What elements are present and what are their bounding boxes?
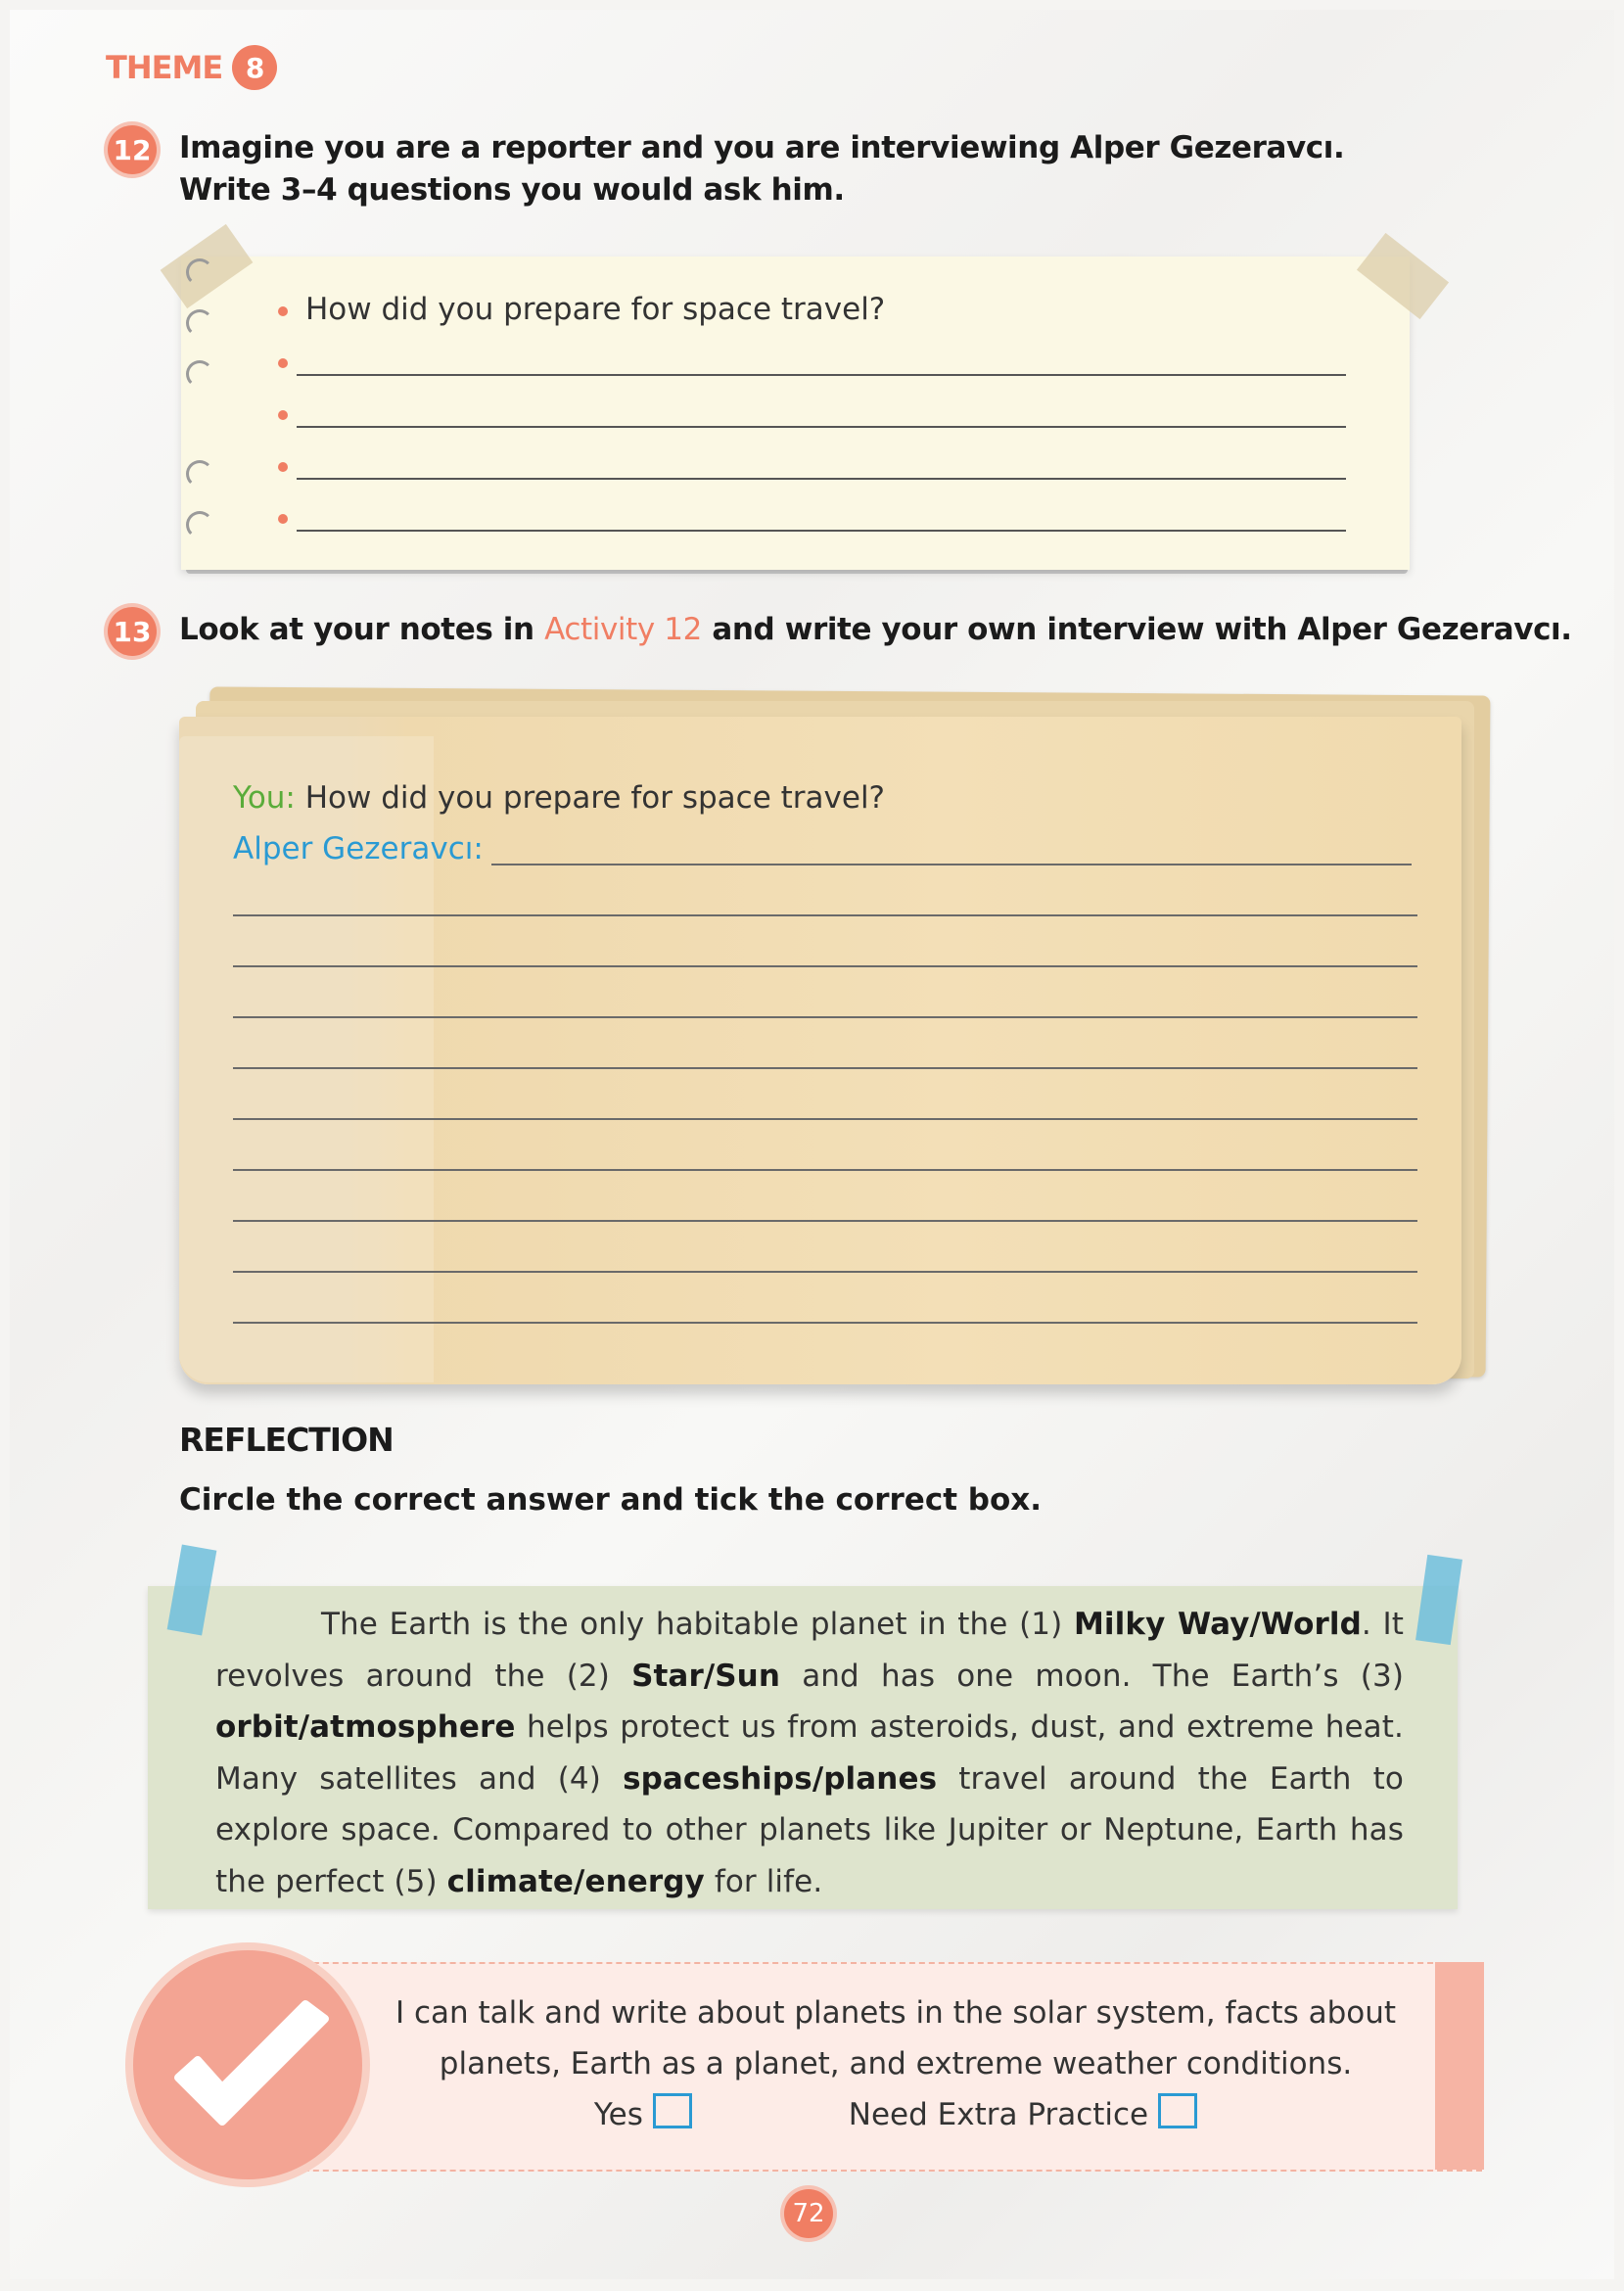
paragraph-text: The Earth is the only habitable planet in the (1) <box>321 1607 1074 1642</box>
writing-line-4[interactable] <box>233 1016 1417 1018</box>
ring-hole <box>186 360 213 388</box>
paragraph-text: for life. <box>704 1863 823 1899</box>
yes-checkbox[interactable] <box>653 2093 692 2128</box>
option-yes <box>594 2089 692 2140</box>
practice-checkbox[interactable] <box>1158 2093 1197 2128</box>
yes-label: Yes <box>593 2097 643 2132</box>
choice-5[interactable]: climate/energy <box>446 1863 705 1899</box>
ring-hole <box>186 511 213 538</box>
answer-line-2[interactable] <box>297 426 1346 428</box>
activity-13-number: 13 <box>108 607 157 656</box>
reflection-instruction: Circle the correct answer and tick the correct box. <box>179 1482 1043 1518</box>
paragraph-text: travel around the Earth to explore space. Compared to other planets like Jupiter or Neptune, Earth has the perfect (5) <box>215 1760 1404 1899</box>
practice-label: Need Extra Practice <box>848 2097 1149 2132</box>
you-question: How did you prepare for space travel? <box>304 780 886 816</box>
self-assessment-line1: I can talk and write about planets in the solar system, facts about <box>394 1995 1397 2031</box>
self-assessment-text <box>382 1987 1410 2140</box>
answer-line-4[interactable] <box>297 530 1346 532</box>
bullet-dot <box>278 462 288 472</box>
example-question: How did you prepare for space travel? <box>305 292 886 327</box>
writing-line-1[interactable] <box>491 864 1412 865</box>
bullet-dot <box>278 410 288 420</box>
theme-label: THEME <box>106 49 223 86</box>
writing-line-9[interactable] <box>233 1271 1417 1273</box>
writing-line-6[interactable] <box>233 1118 1417 1120</box>
writing-line-2[interactable] <box>233 914 1417 916</box>
bullet-dot <box>278 358 288 368</box>
writing-line-10[interactable] <box>233 1322 1417 1324</box>
writing-line-5[interactable] <box>233 1067 1417 1069</box>
self-assessment-strip <box>1435 1962 1484 2170</box>
self-assessment-line2: planets, Earth as a planet, and extreme weather conditions. <box>439 2046 1353 2081</box>
choice-4[interactable]: spaceships/planes <box>623 1760 938 1797</box>
activity-12-instruction <box>179 127 1344 211</box>
answer-line-3[interactable] <box>297 478 1346 480</box>
ring-hole <box>186 258 213 286</box>
page-number: 72 <box>784 2189 833 2238</box>
activity-12-instruction-line2: Write 3–4 questions you would ask him. <box>179 172 845 208</box>
theme-header <box>106 45 277 90</box>
writing-line-3[interactable] <box>233 965 1417 967</box>
activity-13-instruction-before: Look at your notes in <box>179 612 545 647</box>
choice-1[interactable]: Milky Way/World <box>1073 1607 1362 1642</box>
activity-12-reference: Activity 12 <box>544 612 702 647</box>
ring-hole <box>186 460 213 488</box>
writing-line-7[interactable] <box>233 1169 1417 1171</box>
checkmark-icon <box>168 1999 335 2136</box>
option-practice <box>849 2089 1197 2140</box>
activity-12-instruction-line1: Imagine you are a reporter and you are interviewing Alper Gezeravcı. <box>179 130 1345 165</box>
writing-line-8[interactable] <box>233 1220 1417 1222</box>
bullet-dot <box>278 306 288 316</box>
ring-hole <box>186 309 213 337</box>
paragraph-text: helps protect us from asteroids, dust, and extreme heat. Many satellites and (4) <box>215 1709 1404 1797</box>
reflection-heading: REFLECTION <box>179 1421 394 1459</box>
you-label: You: <box>233 780 296 816</box>
interview-paper <box>179 717 1462 1384</box>
choice-3[interactable]: orbit/atmosphere <box>215 1709 516 1745</box>
reflection-paragraph <box>215 1599 1404 1907</box>
alper-label: Alper Gezeravcı: <box>233 831 484 866</box>
paragraph-text: and has one moon. The Earth’s (3) <box>780 1658 1405 1694</box>
interview-you-line <box>233 780 885 816</box>
choice-2[interactable]: Star/Sun <box>631 1658 781 1694</box>
answer-line-1[interactable] <box>297 374 1346 376</box>
theme-number-badge: 8 <box>232 45 277 90</box>
self-assessment-options <box>382 2089 1410 2140</box>
activity-12-number: 12 <box>108 125 157 174</box>
checkmark-badge <box>133 1950 362 2179</box>
bullet-dot <box>278 514 288 524</box>
paragraph-text: . It revolves around the (2) <box>215 1607 1405 1694</box>
activity-13-instruction-after: and write your own interview with Alper Gezeravcı. <box>701 612 1572 647</box>
activity-13-instruction <box>179 609 1572 651</box>
